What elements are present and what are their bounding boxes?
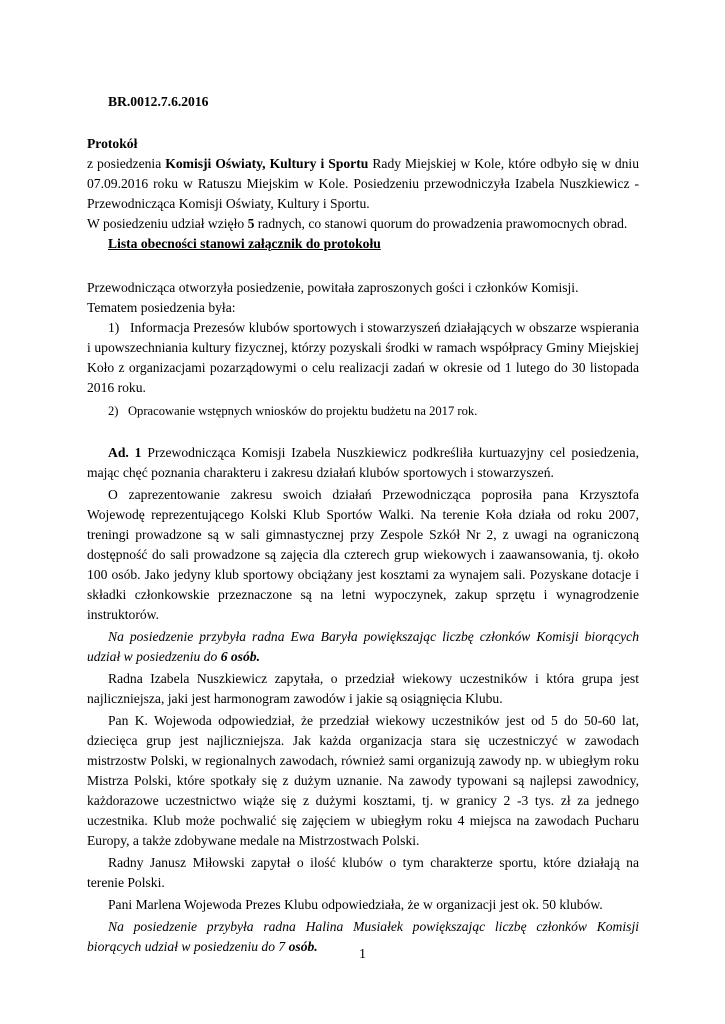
- marlena-paragraph: Pani Marlena Wojewoda Prezes Klubu odpowiedziała, że w organizacji jest ok. 50 klubów.: [108, 897, 603, 912]
- document-title: Protokół: [87, 136, 138, 151]
- intro-paragraph: [87, 154, 639, 214]
- intro-post: Rady Miejskiej w Kole, które odbyło się w dniu 07.09.2016 roku w Ratuszu Miejskim w Kole. Posiedzeniu przewodniczyła Izabela Nuszkiewicz - Przewodnicząca Komisji Oświaty, Kultury i Sportu.: [87, 156, 640, 211]
- quorum-pre: W posiedzeniu udział wzięło: [87, 216, 248, 231]
- note1-text: Na posiedzenie przybyła radna Ewa Baryła powiększając liczbę członków Komisji biorących udział w posiedzeniu do: [87, 629, 639, 664]
- opening-paragraph: Przewodnicząca otworzyła posiedzenie, powitała zaproszonych gości i członków Komisji.: [87, 280, 579, 295]
- agenda-item-2-text: Opracowanie wstępnych wniosków do projektu budżetu na 2017 rok.: [127, 404, 478, 418]
- attendance-update-1: [87, 627, 639, 667]
- quorum-paragraph: [87, 214, 639, 234]
- intro-pre: z posiedzenia: [87, 156, 166, 171]
- note1-count: 6 osób.: [220, 649, 260, 664]
- page-number: 1: [359, 947, 366, 962]
- quorum-count: 5: [247, 216, 255, 231]
- document-body: [87, 84, 639, 957]
- agenda-item-2: [87, 401, 639, 421]
- agenda-item-1-num: 1): [108, 320, 120, 335]
- agenda-item-1-text: Informacja Prezesów klubów sportowych i stowarzyszeń działających w obszarze wspierania i upowszechniania kultury fizycznej, którzy pozyskali środki w ramach współpracy Gminy Miejskiej Koło z organizacjami pozarządowymi o celu realizacji zadań w okresie od 1 lutego do 30 listopada 2016 roku.: [87, 320, 639, 395]
- note2-count: osób.: [288, 939, 318, 954]
- ad1-text: Przewodnicząca Komisji Izabela Nuszkiewicz podkreśliła kurtuazyjny cel posiedzenia, mając chęć poznania charakteru i zakresu działań klubów sportowych i stowarzyszeń.: [87, 445, 639, 480]
- attendance-note: Lista obecności stanowi załącznik do protokołu: [108, 236, 381, 251]
- ad1-label: Ad. 1: [108, 445, 142, 460]
- agenda-intro: Tematem posiedzenia była:: [87, 300, 236, 315]
- answer-paragraph: Pan K. Wojewoda odpowiedział, że przedział wiekowy uczestników jest od 5 do 50-60 lat, dziecięca grup jest najliczniejsza. Jak każda organizacja stara się uczestniczyć w zawodach mistrzostw Polski, w regionalnych zawodach, również sami organizują zawody np. w ubiegłym roku Mistrza Polski, które spotkały się z dużym uznanie. Na zawody typowani są najlepsi zawodnicy, każdorazowe uczestnictwo wiąże się z dużymi kosztami, tj. w granicy 2 -3 tys. zł za jednego uczestnika. Klub może pochwalić się zajęciem w ubiegłym roku 4 miejsca na zawodach Pucharu Europy, a także zdobywane medale na Mistrzostwach Polski.: [87, 713, 639, 848]
- committee-name: Komisji Oświaty, Kultury i Sportu: [165, 156, 369, 171]
- milowski-paragraph: Radny Janusz Miłowski zapytał o ilość klubów o tym charakterze sportu, które działają na terenie Polski.: [87, 855, 639, 890]
- question-paragraph: Radna Izabela Nuszkiewicz zapytała, o przedział wiekowy uczestników i która grupa jest najliczniejsza, jaki jest harmonogram zawodów i jakie są osiągnięcia Klubu.: [87, 671, 639, 706]
- agenda-item-2-num: 2): [108, 404, 119, 418]
- quorum-post: radnych, co stanowi quorum do prowadzenia prawomocnych obrad.: [254, 216, 628, 231]
- reference-number: BR.0012.7.6.2016: [108, 94, 209, 109]
- wojewoda-paragraph: O zaprezentowanie zakresu swoich działań Przewodnicząca poprosiła pana Krzysztofa Wojewodę reprezentującego Kolski Klub Sportów Walki. Na terenie Koła działa od roku 2007, treningi prowadzone są w sali gimnastycznej przy Zespole Szkół Nr 2, z uwagi na ograniczoną dostępność do sali prowadzone są zajęcia dla czterech grup wiekowych i zaawansowania, tj. około 100 osób. Jako jedyny klub sportowy obciążany jest kosztami za wynajem sali. Pozyskane dotacje i składki członkowskie przeznaczone są na letni wypoczynek, zakup sprzętu i wynagrodzenie instruktorów.: [87, 487, 639, 622]
- ad1-paragraph: [87, 443, 639, 483]
- agenda-item-1: [87, 318, 639, 398]
- note2-text: Na posiedzenie przybyła radna Halina Musiałek powiększając liczbę członków Komisji biorących udział w posiedzeniu do 7: [87, 919, 639, 954]
